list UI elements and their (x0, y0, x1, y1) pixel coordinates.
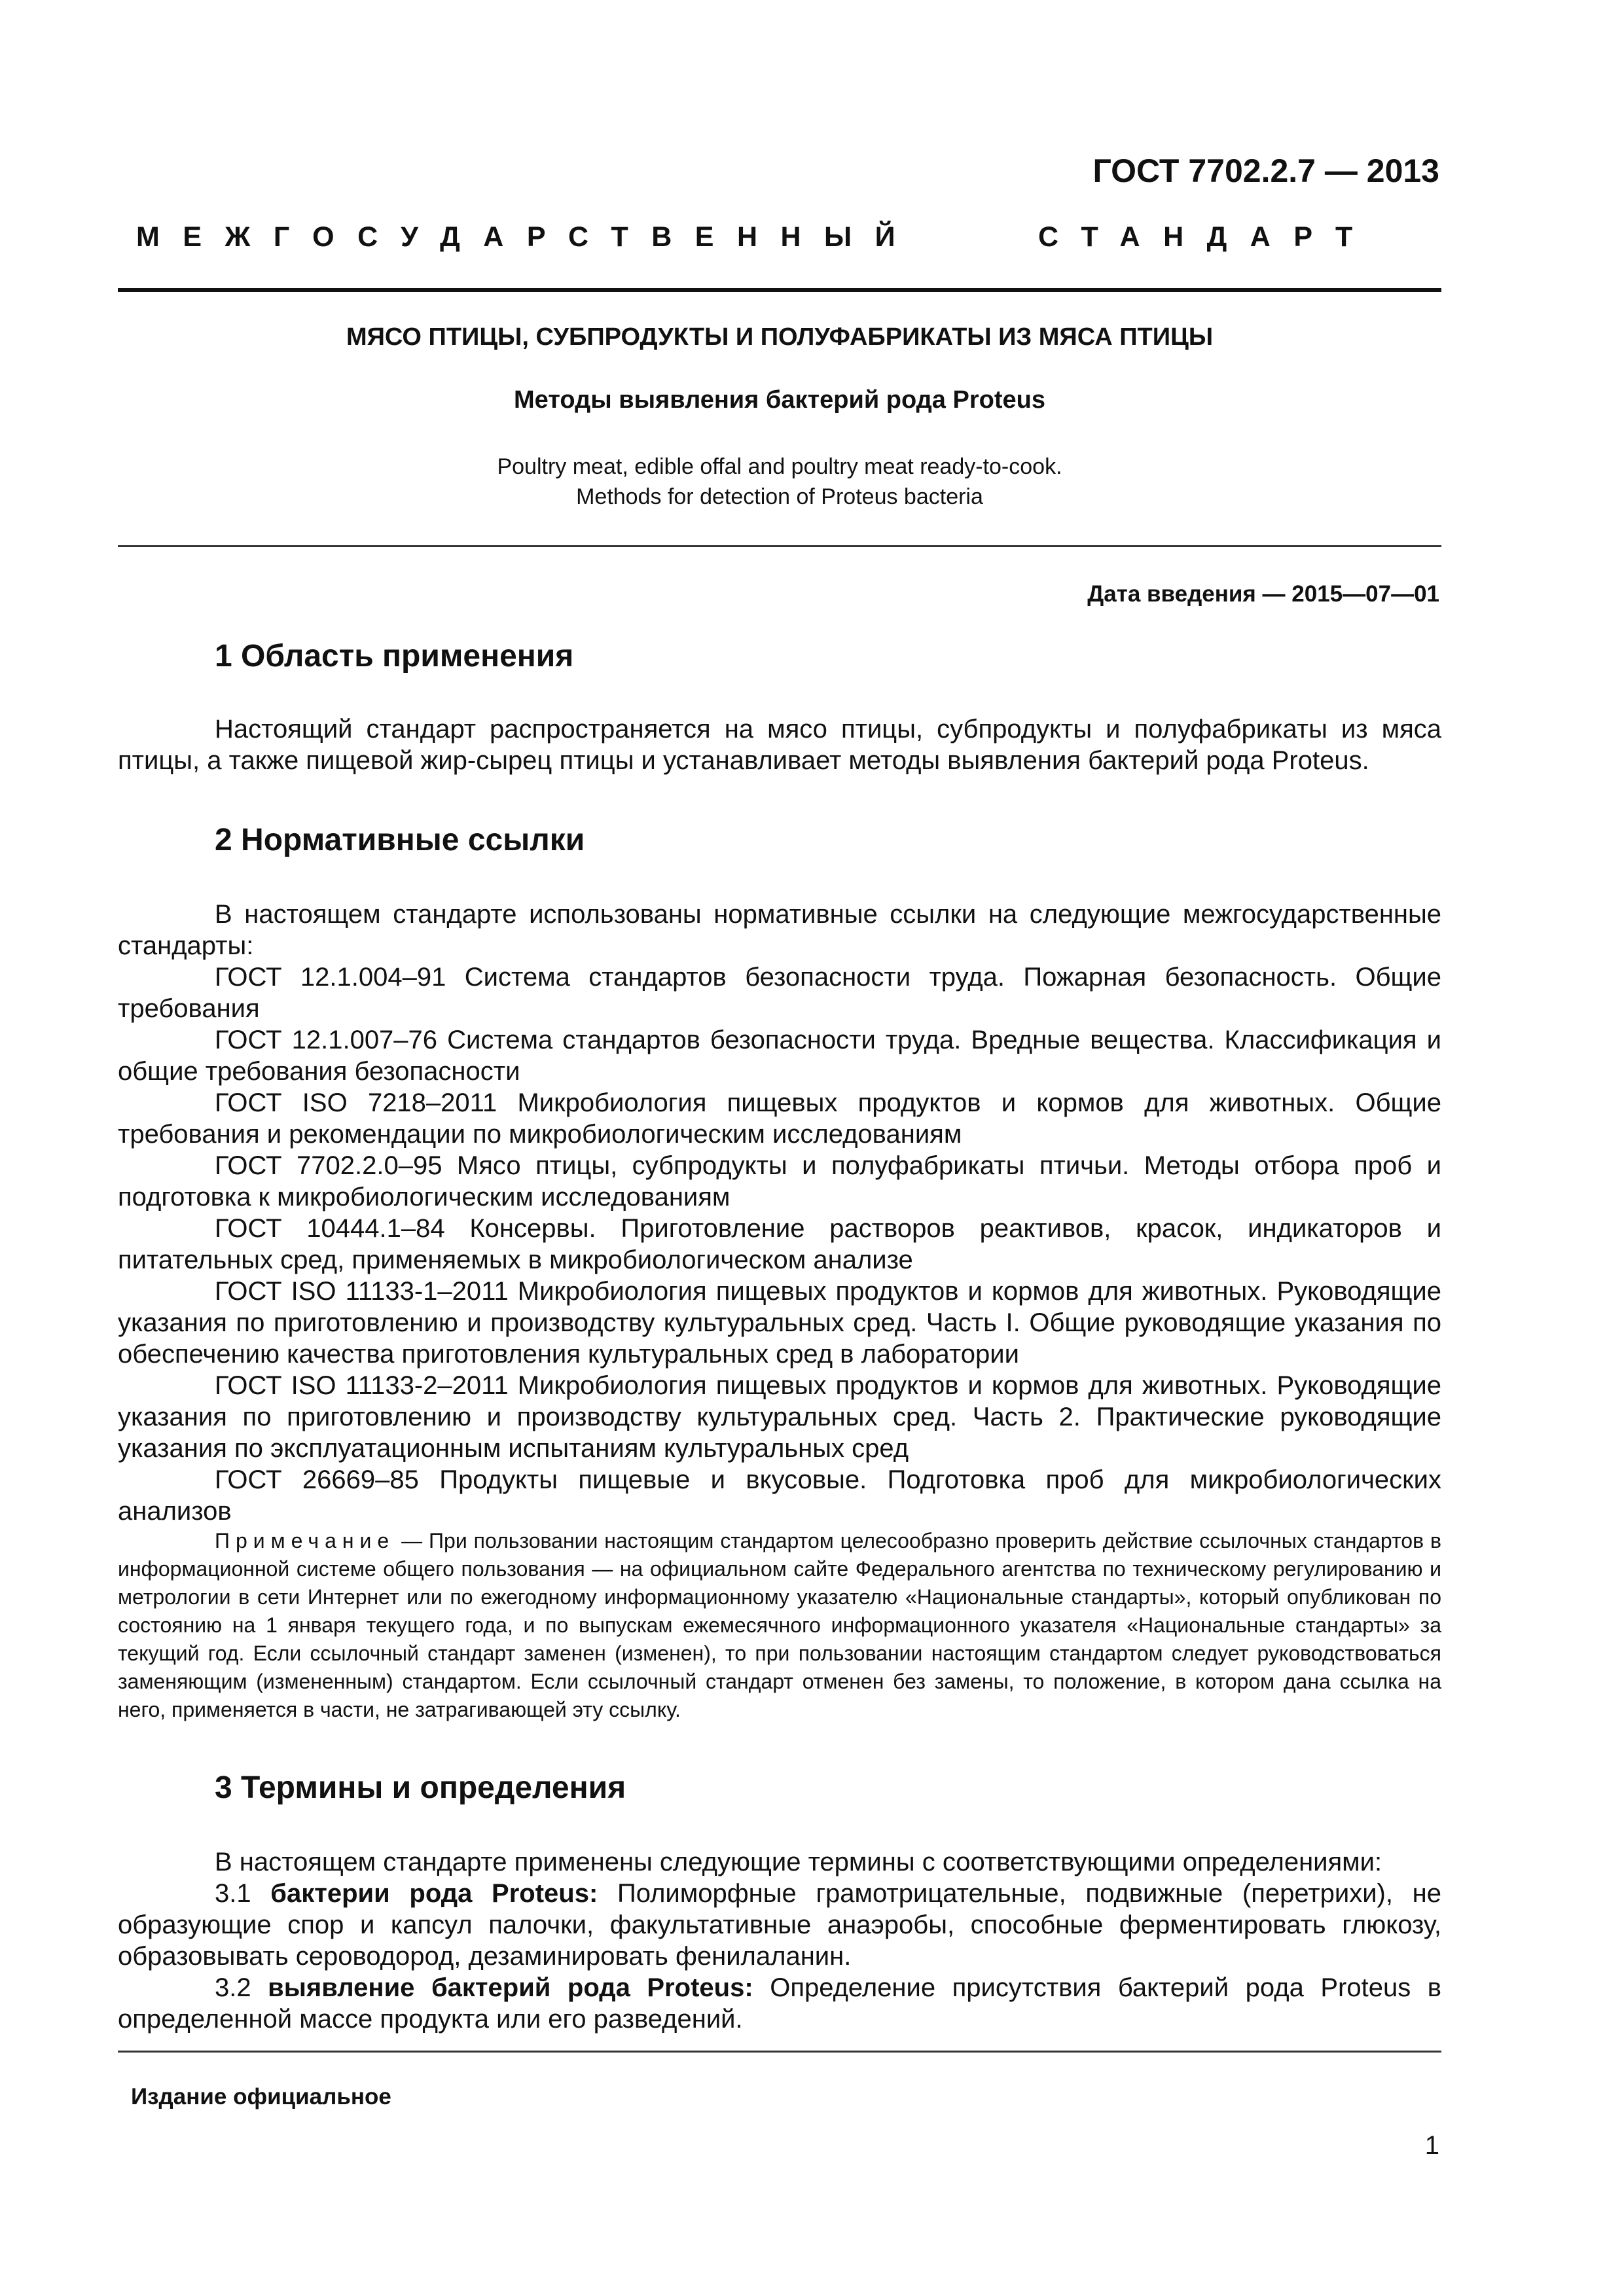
document-subtitle: Методы выявления бактерий рода Proteus (514, 386, 1045, 414)
title-divider (118, 545, 1441, 547)
banner-word-standard: СТАНДАРТ (1038, 221, 1376, 253)
section-heading-scope: 1 Область применения (215, 639, 574, 673)
english-title-line-2: Methods for detection of Proteus bacteria (576, 484, 983, 509)
reference-item: ГОСТ 12.1.007–76 Система стандартов безопасности труда. Вредные вещества. Классификация и общие требования безопасности (118, 1026, 1441, 1086)
banner-word-interstate: МЕЖГОСУДАРСТВЕННЫЙ (136, 221, 919, 253)
note-text: — При пользовании настоящим стандартом целесообразно проверить действие ссылочных стандартов в информационной системе общего пользования — на официальном сайте Федерального агентства по техническому регулированию и метрологии в сети Интернет или по ежегодному информационному указателю «Национальные стандарты», который опубликован по состоянию на 1 января текущего года, и по выпускам ежемесячного информационного указателя «Национальные стандарты» за текущий год. Если ссылочный стандарт заменен (изменен), то при пользовании настоящим стандартом следует руководствоваться заменяющим (измененным) стандартом. Если ссылочный стандарт отменен без замены, то положение, в котором дана ссылка на него, применяется в части, не затрагивающей эту ссылку. (118, 1529, 1441, 1721)
terms-intro: В настоящем стандарте применены следующие термины с соответствующими определениями: (215, 1848, 1382, 1876)
term-name: выявление бактерий рода Proteus: (268, 1973, 753, 2002)
scope-paragraph: Настоящий стандарт распространяется на мясо птицы, субпродукты и полуфабрикаты из мяса птицы, а также пищевой жир-сырец птицы и устанавливает методы выявления бактерий рода Proteus. (118, 715, 1441, 775)
document-number: ГОСТ 7702.2.7 — 2013 (1092, 152, 1439, 189)
page-number: 1 (1424, 2131, 1439, 2160)
english-title (118, 452, 1441, 512)
term-number: 3.1 (215, 1879, 271, 1908)
header-divider (118, 288, 1441, 292)
references-note (118, 1527, 1441, 1724)
footer-divider (118, 2051, 1441, 2053)
reference-item: ГОСТ ISO 11133-2–2011 Микробиология пищевых продуктов и кормов для животных. Руководящие указания по приготовлению и производству культуральных сред. Часть 2. Практические руководящие указания по эксплуатационным испытаниям культуральных сред (118, 1371, 1441, 1463)
english-title-line-1: Poultry meat, edible offal and poultry meat ready-to-cook. (497, 454, 1062, 479)
reference-item: ГОСТ ISO 11133-1–2011 Микробиология пищевых продуктов и кормов для животных. Руководящие указания по приготовлению и производству культуральных сред. Часть I. Общие руководящие указания по обеспечению качества приготовления культуральных сред в лаборатории (118, 1277, 1441, 1369)
section-heading-references: 2 Нормативные ссылки (215, 823, 585, 857)
term-definition (118, 1972, 1441, 2035)
document-title: МЯСО ПТИЦЫ, СУБПРОДУКТЫ И ПОЛУФАБРИКАТЫ ИЗ МЯСА ПТИЦЫ (346, 323, 1214, 351)
introduction-date: Дата введения — 2015—07—01 (1087, 581, 1439, 607)
reference-item: ГОСТ 10444.1–84 Консервы. Приготовление растворов реактивов, красок, индикаторов и питательных сред, применяемых в микробиологическом анализе (118, 1214, 1441, 1274)
term-text: Полиморфные грамотрицательные, подвижные (перетрихи), не образующие спор и капсул палочки, факультативные анаэробы, способные ферментировать глюкозу, образовывать сероводород, дезаминировать фенилаланин. (118, 1879, 1441, 1971)
references-intro: В настоящем стандарте использованы нормативные ссылки на следующие межгосударственные стандарты: (118, 900, 1441, 960)
section-heading-terms: 3 Термины и определения (215, 1770, 626, 1805)
document-body (118, 638, 1441, 2035)
note-label: Примечание (215, 1529, 395, 1552)
reference-item: ГОСТ 26669–85 Продукты пищевые и вкусовые. Подготовка проб для микробиологических анализов (118, 1465, 1441, 1526)
reference-item: ГОСТ 7702.2.0–95 Мясо птицы, субпродукты и полуфабрикаты птичьи. Методы отбора проб и подготовка к микробиологическим исследованиям (118, 1151, 1441, 1211)
term-definition (118, 1878, 1441, 1972)
reference-item: ГОСТ ISO 7218–2011 Микробиология пищевых продуктов и кормов для животных. Общие требования и рекомендации по микробиологическим исследованиям (118, 1088, 1441, 1149)
term-name: бактерии рода Proteus: (270, 1879, 598, 1908)
term-number: 3.2 (215, 1973, 268, 2002)
edition-label: Издание официальное (131, 2084, 391, 2109)
term-text: Определение присутствия бактерий рода Proteus в определенной массе продукта или его разведений. (118, 1973, 1442, 2034)
reference-item: ГОСТ 12.1.004–91 Система стандартов безопасности труда. Пожарная безопасность. Общие требования (118, 963, 1441, 1023)
